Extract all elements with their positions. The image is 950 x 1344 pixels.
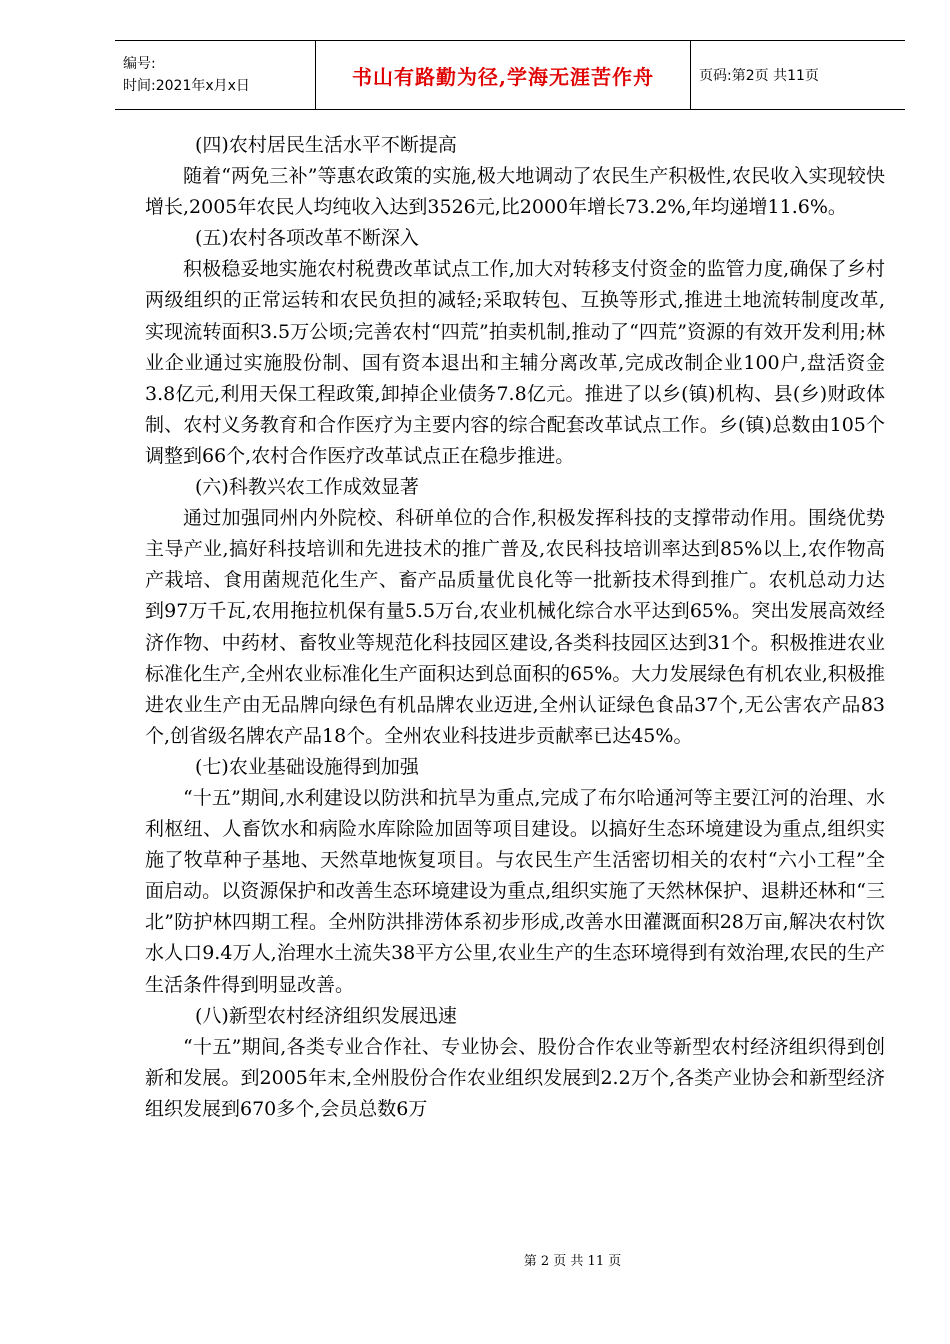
section-paragraph-8: “十五”期间,各类专业合作社、专业协会、股份合作农业等新型农村经济组织得到创新和发展。到2005年末,全州股份合作农业组织发展到2.2万个,各类产业协会和新型经济组织发展到670多个,会员总数6万 <box>145 1035 885 1120</box>
motto-text: 书山有路勤为径,学海无涯苦作舟 <box>352 64 654 89</box>
header-page-info <box>691 41 905 109</box>
document-number-label: 编号: <box>123 56 156 72</box>
section-paragraph-7: “十五”期间,水利建设以防洪和抗旱为重点,完成了布尔哈通河等主要江河的治理、水利枢纽、人畜饮水和病险水库除险加固等项目建设。以搞好生态环境建设为重点,组织实施了牧草种子基地、天然草地恢复项目。与农民生产生活密切相关的农村“六小工程”全面启动。以资源保护和改善生态环境建设为重点,组织实施了天然林保护、退耕还林和“三北”防护林四期工程。全州防洪排涝体系初步形成,改善水田灌溉面积28万亩,解决农村饮水人口9.4万人,治理水土流失38平方公里,农业生产的生态环境得到有效治理,农民的生产生活条件得到明显改善。 <box>145 786 885 996</box>
document-time-label: 时间:2021年x月x日 <box>123 78 250 94</box>
section-heading-5: (五)农村各项改革不断深入 <box>195 227 419 250</box>
page-header <box>115 40 905 110</box>
footer-page-number: 第 2 页 共 11 页 <box>523 1254 622 1269</box>
section-heading-6: (六)科教兴农工作成效显著 <box>195 476 419 499</box>
section-heading-4: (四)农村居民生活水平不断提高 <box>195 134 457 156</box>
header-motto <box>315 41 691 109</box>
section-paragraph-5: 积极稳妥地实施农村税费改革试点工作,加大对转移支付资金的监管力度,确保了乡村两级组织的正常运转和农民负担的减轻;采取转包、互换等形式,推进土地流转制度改革,实现流转面积3.5万公顷;完善农村“四荒”拍卖机制,推动了“四荒”资源的有效开发利用;林业企业通过实施股份制、国有资本退出和主辅分离改革,完成改制企业100户,盘活资金3.8亿元,利用天保工程政策,卸掉企业债务7.8亿元。推进了以乡(镇)机构、县(乡)财政体制、农村义务教育和合作医疗为主要内容的综合配套改革试点工作。乡(镇)总数由105个调整到66个,农村合作医疗改革试点正在稳步推进。 <box>145 258 885 467</box>
document-body <box>145 130 885 1125</box>
section-paragraph-4: 随着“两免三补”等惠农政策的实施,极大地调动了农民生产积极性,农民收入实现较快增长,2005年农民人均纯收入达到3526元,比2000年增长73.2%,年均递增11.6%。 <box>145 165 885 219</box>
header-page-number: 页码:第2页 共11页 <box>699 68 819 84</box>
page-footer <box>0 1250 950 1269</box>
header-meta <box>115 41 315 109</box>
section-heading-8: (八)新型农村经济组织发展迅速 <box>195 1004 457 1027</box>
section-heading-7: (七)农业基础设施得到加强 <box>195 755 419 778</box>
section-paragraph-6: 通过加强同州内外院校、科研单位的合作,积极发挥科技的支撑带动作用。围绕优势主导产业,搞好科技培训和先进技术的推广普及,农民科技培训率达到85%以上,农作物高产栽培、食用菌规范化生产、畜产品质量优良化等一批新技术得到推广。农机总动力达到97万千瓦,农用拖拉机保有量5.5万台,农业机械化综合水平达到65%。突出发展高效经济作物、中药材、畜牧业等规范化科技园区建设,各类科技园区达到31个。积极推进农业标准化生产,全州农业标准化生产面积达到总面积的65%。大力发展绿色有机农业,积极推进农业生产由无品牌向绿色有机品牌农业迈进,全州认证绿色食品37个,无公害农产品83个,创省级名牌农产品18个。全州农业科技进步贡献率已达45%。 <box>145 507 885 747</box>
